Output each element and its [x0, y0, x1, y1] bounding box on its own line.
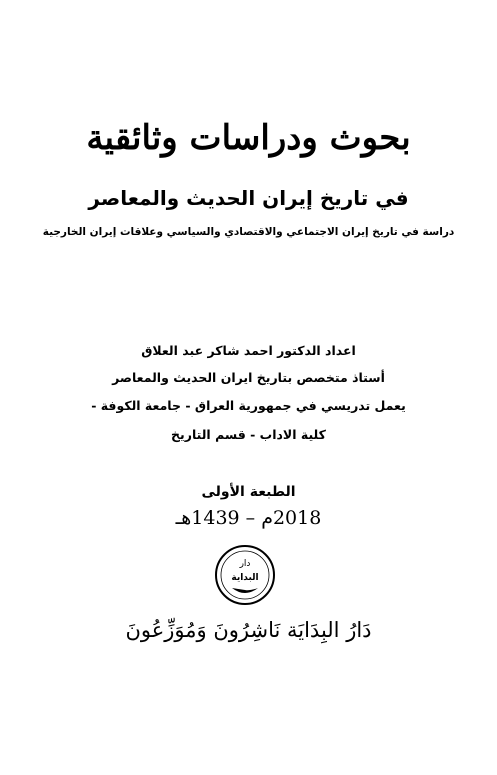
edition-label: الطبعة الأولى [201, 484, 296, 500]
logo-word-bottom: البداية [231, 573, 259, 583]
book-subtitle: في تاريخ إيران الحديث والمعاصر [88, 186, 409, 210]
publisher-name: دَارُ البِدَايَة نَاشِرُونَ وَمُوَزِّعُونَ [125, 618, 372, 642]
author-name: اعداد الدكتور احمد شاكر عبد العلاق [141, 343, 356, 358]
publisher-logo [214, 544, 276, 606]
author-affiliation: يعمل تدريسي في جمهورية العراق - جامعة الكوفة - [91, 398, 406, 413]
edition-year: 2018م – 1439هـ [175, 507, 322, 529]
logo-word-top: دار [239, 559, 251, 569]
author-title: أستاذ متخصص بتاريخ ايران الحديث والمعاصر [112, 370, 385, 385]
book-title: بحوث ودراسات وثائقية [86, 118, 411, 158]
author-department: كلية الاداب - قسم التاريخ [171, 427, 326, 442]
book-description: دراسة في تاريخ إيران الاجتماعي والاقتصادي والسياسي وعلاقات إيران الخارجية [42, 226, 455, 238]
logo-swoosh-shape [232, 588, 258, 593]
